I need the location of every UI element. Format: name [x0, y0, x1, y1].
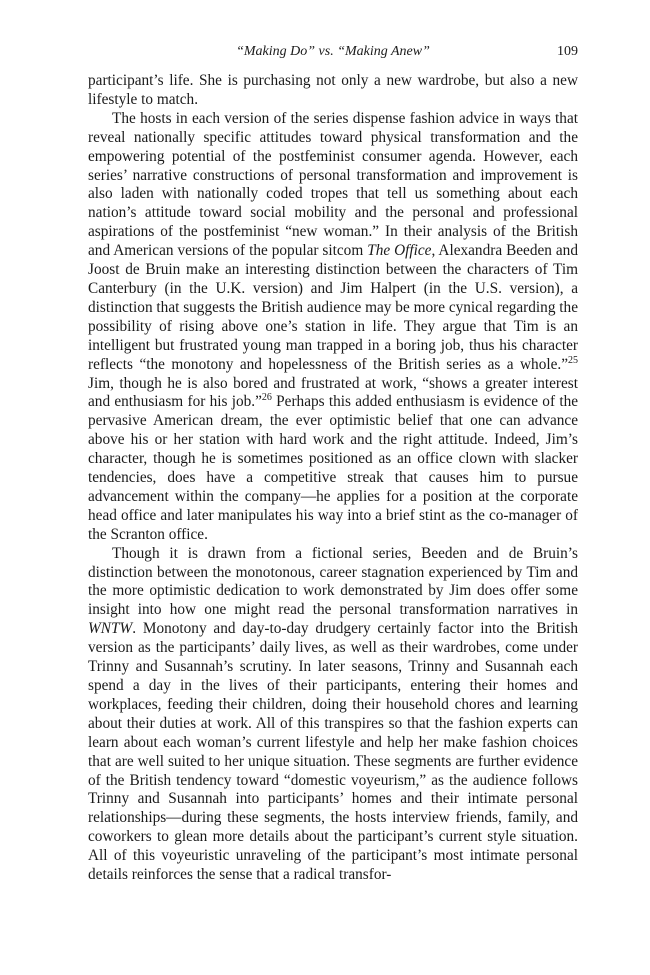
paragraph-text: Though it is drawn from a fictional series, Beeden and de Bruin’s distinction between the monotonous, career stagnation experienced by Tim and the more optimistic dedication to work demonstrated by Jim does offer some insight into how one might read the personal transformation narratives in — [88, 544, 578, 619]
paragraph-text: Jim, though he is also bored and frustrated at work, “shows a greater interest and enthusiasm for his job.” — [88, 374, 578, 411]
italic-title: WNTW — [88, 620, 133, 638]
book-page — [88, 44, 578, 885]
paragraph-text: Perhaps this added enthusiasm is evidence of the pervasive American dream, the ever optimistic belief that one can advance above his or her station with hard work and the right attitude. Indeed, Jim’s character, though he is sometimes positioned as an office clown with slacker tendencies, does have a competitive streak that causes him to pursue advancement within the company—he applies for a position at the corporate head office and later manipulates his way into a brief stint as the co-manager of the Scranton office. — [88, 393, 579, 543]
italic-title: The Office — [367, 242, 432, 260]
page-number: 109 — [557, 44, 578, 59]
footnote-marker: 25 — [568, 354, 578, 366]
paragraph-continued — [88, 72, 578, 110]
running-title: “Making Do” vs. “Making Anew” — [236, 44, 430, 59]
paragraph — [88, 110, 578, 545]
paragraph-text: The hosts in each version of the series dispense fashion advice in ways that reveal nationally specific attitudes toward physical transformation and the empowering potential of the postfeminist consumer agenda. However, each series’ narrative constructions of personal transformation and improvement is also laden with nationally coded tropes that tell us something about each nation’s attitude toward social mobility and the personal and professional aspirations of the postfeminist “new woman.” In their analysis of the British and American versions of the popular sitcom — [88, 109, 578, 260]
footnote-marker: 26 — [261, 392, 272, 404]
paragraph-text: , Alexandra Beeden and Joost de Bruin make an interesting distinction between the characters of Tim Canterbury (in the U.K. version) and Jim Halpert (in the U.S. version), a distinction that suggests the British audience may be more cynical regarding the possibility of rising above one’s station in life. They argue that Tim is an intelligent but frustrated young man trapped in a boring job, thus his character reflects “the monotony and hopelessness of the British series as a whole.” — [88, 242, 578, 373]
paragraph-text: . Monotony and day-to-day drudgery certainly factor into the British version as the participants’ daily lives, as well as their wardrobes, come under Trinny and Susannah’s scrutiny. In later seasons, Trinny and Susannah each spend a day in the lives of their participants, entering their homes and workplaces, feeding their children, doing their household chores and learning about their duties at work. All of this transpires so that the fashion experts can learn about each woman’s current lifestyle and help her make fashion choices that are well suited to her unique situation. These segments are further evidence of the British tendency toward “domestic voyeurism,” as the audience follows Trinny and Susannah into participants’ homes and their intimate personal relationships—during these segments, the hosts interview friends, family, and coworkers to glean more details about the participant’s current style situation. All of this voyeuristic unraveling of the participant’s most intimate personal details reinforces the sense that a radical transfor- — [88, 620, 578, 884]
paragraph — [88, 545, 578, 885]
body-text — [88, 72, 578, 885]
running-head — [88, 44, 578, 72]
paragraph-text: participant’s life. She is purchasing not only a new wardrobe, but also a new lifestyle to match. — [88, 72, 578, 108]
